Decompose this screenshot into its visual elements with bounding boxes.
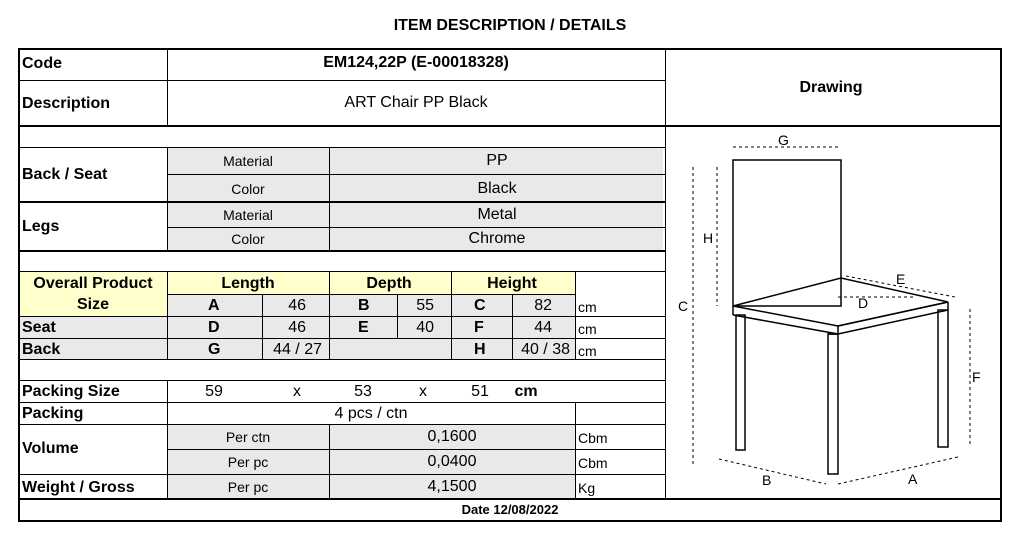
back-label: Back xyxy=(22,341,61,358)
weight-unit: Kg xyxy=(578,480,596,496)
weight-per-pc-label: Per pc xyxy=(227,479,269,495)
volume-per-pc-unit: Cbm xyxy=(578,455,608,471)
back-seat-label: Back / Seat xyxy=(22,166,108,183)
code-label: Code xyxy=(22,55,62,72)
seat-key-d: D xyxy=(208,319,220,336)
back-unit: cm xyxy=(578,343,597,359)
overall-value-a: 46 xyxy=(288,297,306,314)
volume-per-ctn-value: 0,1600 xyxy=(427,428,477,445)
packing-size-width: 53 xyxy=(354,383,372,400)
seat-key-f: F xyxy=(474,319,484,336)
chair-backrest xyxy=(733,160,841,306)
volume-per-pc-value: 0,0400 xyxy=(427,453,477,470)
legs-material-value: Metal xyxy=(477,206,517,223)
overall-value-c: 82 xyxy=(534,297,552,314)
weight-value: 4,1500 xyxy=(427,478,477,495)
legs-material-label: Material xyxy=(223,207,273,223)
overall-value-b: 55 xyxy=(416,297,434,314)
overall-label-line1: Overall Product xyxy=(33,275,153,292)
packing-size-height: 51 xyxy=(471,383,489,400)
dim-label-g: G xyxy=(778,132,789,148)
dim-label-d: D xyxy=(858,295,869,311)
depth-header: Depth xyxy=(366,275,412,292)
dim-label-b: B xyxy=(762,472,772,488)
seat-label: Seat xyxy=(22,319,56,336)
packing-size-x2: x xyxy=(419,383,427,400)
back-seat-material-value: PP xyxy=(486,152,508,169)
weight-label: Weight / Gross xyxy=(22,479,135,496)
code-value: EM124,22P (E-00018328) xyxy=(323,54,509,71)
volume-per-ctn-unit: Cbm xyxy=(578,430,608,446)
seat-value-e: 40 xyxy=(416,319,434,336)
dim-label-a: A xyxy=(908,471,918,487)
back-value-g: 44 / 27 xyxy=(273,341,322,358)
page-title: ITEM DESCRIPTION / DETAILS xyxy=(393,17,627,34)
dim-label-e: E xyxy=(896,271,906,287)
back-value-h: 40 / 38 xyxy=(521,341,570,358)
overall-key-a: A xyxy=(208,297,220,314)
length-header: Length xyxy=(221,275,275,292)
back-seat-color-value: Black xyxy=(477,180,517,197)
overall-unit: cm xyxy=(578,299,597,315)
overall-label-line2: Size xyxy=(76,296,110,313)
volume-per-ctn-label: Per ctn xyxy=(225,429,271,445)
packing-size-label: Packing Size xyxy=(22,383,120,400)
back-key-g: G xyxy=(208,341,221,358)
back-seat-color-label: Color xyxy=(231,181,265,197)
footer-date: Date 12/08/2022 xyxy=(461,502,559,517)
packing-value: 4 pcs / ctn xyxy=(334,405,408,422)
dim-label-c: C xyxy=(678,298,689,314)
chair-leg-front-left xyxy=(736,315,745,450)
overall-key-c: C xyxy=(474,297,486,314)
packing-size-unit: cm xyxy=(514,383,538,400)
chair-drawing xyxy=(666,127,1000,498)
drawing-title: Drawing xyxy=(799,79,863,96)
dim-label-h: H xyxy=(703,230,714,246)
packing-size-length: 59 xyxy=(205,383,223,400)
chair-leg-back-right xyxy=(938,310,948,447)
seat-value-d: 46 xyxy=(288,319,306,336)
seat-key-e: E xyxy=(358,319,369,336)
volume-label: Volume xyxy=(22,440,79,457)
packing-label: Packing xyxy=(22,405,84,422)
volume-per-pc-label: Per pc xyxy=(227,454,269,470)
packing-size-x1: x xyxy=(293,383,301,400)
dim-label-f: F xyxy=(972,369,981,385)
seat-unit: cm xyxy=(578,321,597,337)
description-label: Description xyxy=(22,95,111,112)
back-seat-material-label: Material xyxy=(223,153,273,169)
description-value: ART Chair PP Black xyxy=(344,94,488,111)
back-key-h: H xyxy=(474,341,486,358)
legs-color-label: Color xyxy=(231,231,265,247)
legs-color-value: Chrome xyxy=(468,230,526,247)
height-header: Height xyxy=(487,275,537,292)
chair-leg-front-right xyxy=(828,334,838,474)
seat-value-f: 44 xyxy=(534,319,552,336)
legs-label: Legs xyxy=(22,218,60,235)
overall-key-b: B xyxy=(358,297,370,314)
